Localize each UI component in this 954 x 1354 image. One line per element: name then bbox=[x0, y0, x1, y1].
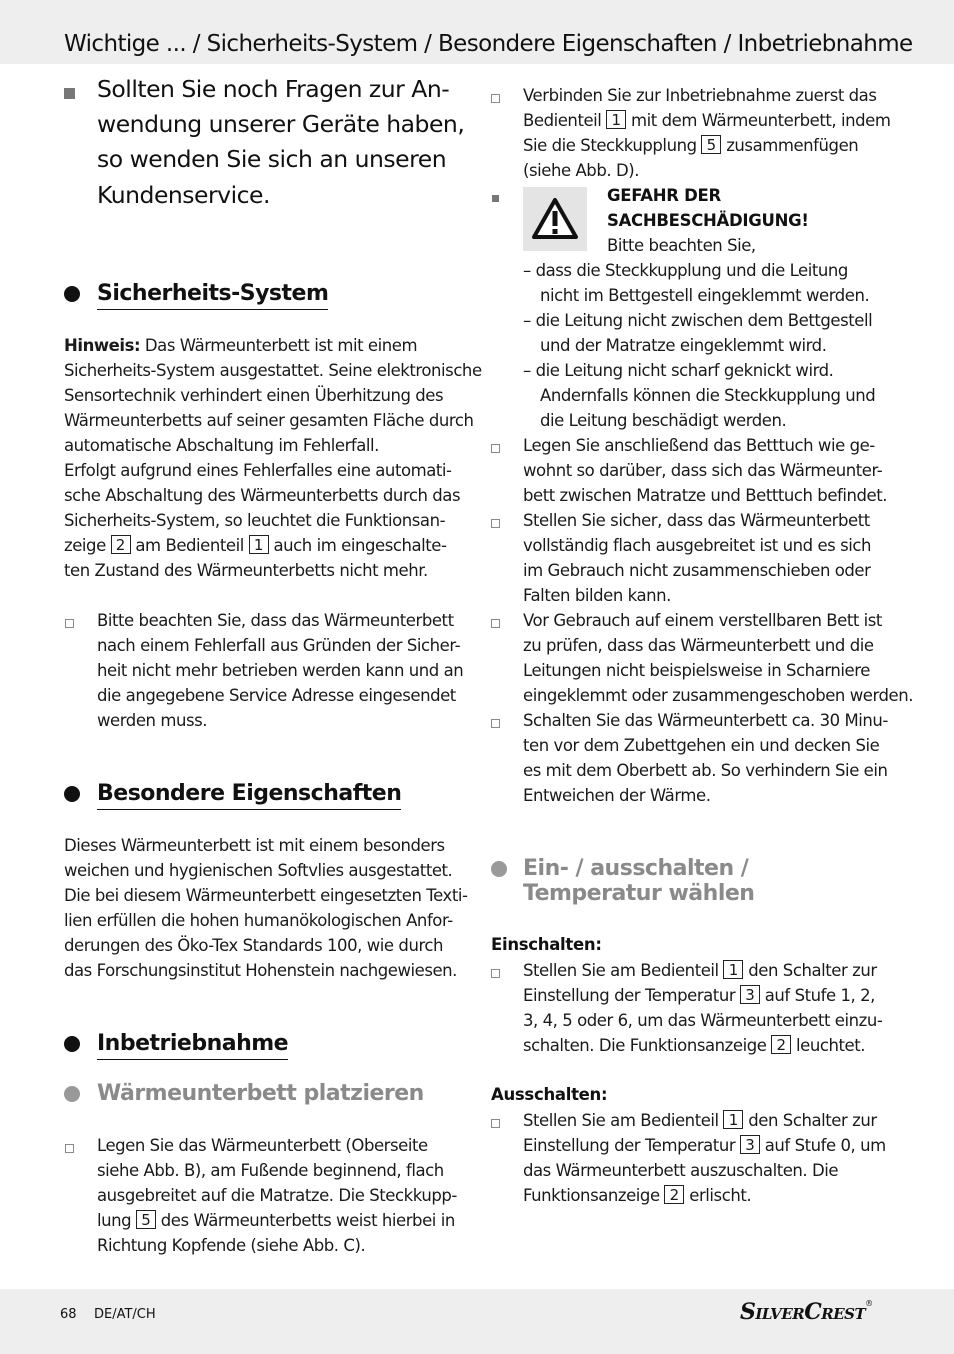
warning-title: GEFAHR DER bbox=[607, 186, 721, 205]
text: zeige bbox=[64, 536, 111, 555]
intro-line: Sollten Sie noch Fragen zur An- bbox=[97, 75, 450, 103]
part-number: 3 bbox=[740, 985, 760, 1004]
safety-text-line: sche Abschaltung des Wärmeunterbetts durch das bbox=[64, 486, 461, 505]
text: den Schalter zur bbox=[743, 1111, 877, 1130]
intro-line: Kundenservice. bbox=[97, 181, 270, 209]
warning-text-line: – die Leitung nicht zwischen dem Bettgestell bbox=[523, 311, 873, 330]
warning-text-line: Bitte beachten Sie, bbox=[607, 236, 756, 255]
bullet-text-line: Bitte beachten Sie, dass das Wärmeunterbett bbox=[97, 611, 454, 630]
bullet-text-line bbox=[523, 983, 875, 1008]
bullet-text-line: Stellen Sie sicher, dass das Wärmeunterbett bbox=[523, 511, 870, 530]
intro-line: wendung unserer Geräte haben, bbox=[97, 110, 465, 138]
text: den Schalter zur bbox=[743, 961, 877, 980]
checkbox-bullet-icon bbox=[491, 719, 500, 728]
bullet-text-line bbox=[523, 108, 891, 133]
heading-setup: Inbetriebnahme bbox=[97, 1030, 288, 1060]
features-text-line: weichen und hygienischen Softvlies ausgestattet. bbox=[64, 861, 453, 880]
logo-part: ® bbox=[865, 1299, 873, 1308]
part-number: 5 bbox=[136, 1210, 156, 1229]
part-number: 1 bbox=[723, 960, 743, 979]
part-number: 5 bbox=[701, 135, 721, 154]
heading-safety-system: Sicherheits-System bbox=[97, 280, 328, 310]
page-title: Wichtige ... / Sicherheits-System / Besondere Eigenschaften / Inbetriebnahme bbox=[64, 31, 913, 57]
part-number: 2 bbox=[111, 535, 131, 554]
warning-icon-box bbox=[523, 187, 587, 251]
part-number: 2 bbox=[771, 1035, 791, 1054]
bullet-text-line: werden muss. bbox=[97, 711, 208, 730]
features-text-line: Die bei diesem Wärmeunterbett eingesetzten Texti- bbox=[64, 886, 468, 905]
page-number: 68 bbox=[60, 1307, 77, 1322]
features-text-line: das Forschungsinstitut Hohenstein nachgewiesen. bbox=[64, 961, 457, 980]
bullet-text-line: nach einem Fehlerfall aus Gründen der Sicher- bbox=[97, 636, 461, 655]
bullet-text-line: es mit dem Oberbett ab. So verhindern Sie ein bbox=[523, 761, 888, 780]
safety-text-line: Erfolgt aufgrund eines Fehlerfalles eine automati- bbox=[64, 461, 452, 480]
warning-text-line: und der Matratze eingeklemmt wird. bbox=[540, 336, 827, 355]
subsection-dot-icon bbox=[491, 861, 507, 877]
text: Stellen Sie am Bedienteil bbox=[523, 1111, 724, 1130]
warning-text-line: die Leitung beschädigt werden. bbox=[540, 411, 787, 430]
features-text-line: lien erfüllen die hohen humanökologischen Anfor- bbox=[64, 911, 453, 930]
note-label: Hinweis: bbox=[64, 336, 141, 355]
bullet-text-line: 3, 4, 5 oder 6, um das Wärmeunterbett einzu- bbox=[523, 1011, 883, 1030]
note-text: Das Wärmeunterbett ist mit einem bbox=[140, 336, 418, 355]
brand-logo bbox=[740, 1299, 873, 1325]
warning-text-line: Andernfalls können die Steckkupplung und bbox=[540, 386, 876, 405]
bullet-text-line bbox=[97, 1208, 455, 1233]
intro-line: so wenden Sie sich an unseren bbox=[97, 145, 447, 173]
text: auch im eingeschalte- bbox=[268, 536, 447, 555]
bullet-text-line: die angegebene Service Adresse eingesendet bbox=[97, 686, 456, 705]
text: auf Stufe 1, 2, bbox=[759, 986, 875, 1005]
section-dot-icon bbox=[64, 286, 80, 302]
region-code: DE/AT/CH bbox=[94, 1307, 156, 1322]
text: schalten. Die Funktionsanzeige bbox=[523, 1036, 772, 1055]
bullet-text-line bbox=[523, 1133, 886, 1158]
bullet-text-line: eingeklemmt oder zusammengeschoben werden. bbox=[523, 686, 914, 705]
bullet-text-line: das Wärmeunterbett auszuschalten. Die bbox=[523, 1161, 839, 1180]
label-switch-off: Ausschalten: bbox=[491, 1085, 608, 1104]
subheading-placement: Wärmeunterbett platzieren bbox=[97, 1081, 424, 1106]
bullet-text-line: im Gebrauch nicht zusammenschieben oder bbox=[523, 561, 871, 580]
text: Bedienteil bbox=[523, 111, 607, 130]
bullet-text-line: Vor Gebrauch auf einem verstellbaren Bett ist bbox=[523, 611, 882, 630]
text: auf Stufe 0, um bbox=[759, 1136, 886, 1155]
subheading-onoff: Temperatur wählen bbox=[523, 881, 755, 906]
bullet-text-line bbox=[523, 133, 858, 158]
safety-text-line: ten Zustand des Wärmeunterbetts nicht mehr. bbox=[64, 561, 428, 580]
bullet-text-line bbox=[523, 1183, 751, 1208]
bullet-text-line: Leitungen nicht beispielsweise in Scharniere bbox=[523, 661, 870, 680]
checkbox-bullet-icon bbox=[491, 94, 500, 103]
bullet-text-line: Schalten Sie das Wärmeunterbett ca. 30 Minu- bbox=[523, 711, 888, 730]
text: Funktionsanzeige bbox=[523, 1186, 665, 1205]
logo-part: REST bbox=[821, 1305, 866, 1323]
subheading-onoff: Ein- / ausschalten / bbox=[523, 856, 749, 881]
checkbox-bullet-icon bbox=[491, 444, 500, 453]
bullet-square-icon bbox=[492, 195, 499, 202]
text: mit dem Wärmeunterbett, indem bbox=[626, 111, 891, 130]
section-dot-icon bbox=[64, 1036, 80, 1052]
checkbox-bullet-icon bbox=[491, 969, 500, 978]
warning-triangle-icon bbox=[531, 197, 579, 241]
text: des Wärmeunterbetts weist hierbei in bbox=[155, 1211, 455, 1230]
safety-text-line bbox=[64, 533, 447, 558]
bullet-text-line bbox=[523, 1108, 877, 1133]
checkbox-bullet-icon bbox=[491, 619, 500, 628]
checkbox-bullet-icon bbox=[65, 1144, 74, 1153]
safety-text-line: Sicherheits-System ausgestattet. Seine elektronische bbox=[64, 361, 482, 380]
warning-text-line: – dass die Steckkupplung und die Leitung bbox=[523, 261, 848, 280]
part-number: 1 bbox=[723, 1110, 743, 1129]
text: leuchtet. bbox=[791, 1036, 866, 1055]
safety-text-line: Sicherheits-System, so leuchtet die Funktionsan- bbox=[64, 511, 446, 530]
logo-part: C bbox=[804, 1299, 822, 1325]
checkbox-bullet-icon bbox=[491, 1119, 500, 1128]
bullet-text-line: wohnt so darüber, dass sich das Wärmeunter- bbox=[523, 461, 883, 480]
subsection-dot-icon bbox=[64, 1086, 80, 1102]
text: Einstellung der Temperatur bbox=[523, 1136, 740, 1155]
safety-text-line: automatische Abschaltung im Fehlerfall. bbox=[64, 436, 379, 455]
bullet-text-line: siehe Abb. B), am Fußende beginnend, flach bbox=[97, 1161, 444, 1180]
bullet-text-line: Legen Sie das Wärmeunterbett (Oberseite bbox=[97, 1136, 428, 1155]
logo-part: S bbox=[740, 1299, 756, 1325]
bullet-text-line: (siehe Abb. D). bbox=[523, 161, 639, 180]
bullet-text-line bbox=[523, 1033, 865, 1058]
text: am Bedienteil bbox=[130, 536, 249, 555]
safety-note-line bbox=[64, 333, 417, 358]
safety-text-line: Wärmeunterbetts auf seiner gesamten Fläche durch bbox=[64, 411, 474, 430]
part-number: 2 bbox=[664, 1185, 684, 1204]
text: zusammenfügen bbox=[721, 136, 859, 155]
warning-text-line: nicht im Bettgestell eingeklemmt werden. bbox=[540, 286, 870, 305]
part-number: 1 bbox=[606, 110, 626, 129]
part-number: 1 bbox=[249, 535, 269, 554]
bullet-text-line: vollständig flach ausgebreitet ist und es sich bbox=[523, 536, 872, 555]
bullet-text-line bbox=[523, 958, 877, 983]
text: erlischt. bbox=[684, 1186, 752, 1205]
warning-title: SACHBESCHÄDIGUNG! bbox=[607, 211, 809, 230]
features-text-line: derungen des Öko-Tex Standards 100, wie durch bbox=[64, 936, 444, 955]
text: lung bbox=[97, 1211, 136, 1230]
bullet-text-line: Legen Sie anschließend das Betttuch wie ge- bbox=[523, 436, 875, 455]
part-number: 3 bbox=[740, 1135, 760, 1154]
bullet-text-line: Verbinden Sie zur Inbetriebnahme zuerst das bbox=[523, 86, 877, 105]
bullet-text-line: heit nicht mehr betrieben werden kann und an bbox=[97, 661, 464, 680]
section-dot-icon bbox=[64, 786, 80, 802]
warning-text-line: – die Leitung nicht scharf geknickt wird. bbox=[523, 361, 834, 380]
checkbox-bullet-icon bbox=[491, 519, 500, 528]
bullet-text-line: zu prüfen, dass das Wärmeunterbett und die bbox=[523, 636, 874, 655]
features-text-line: Dieses Wärmeunterbett ist mit einem besonders bbox=[64, 836, 445, 855]
bullet-text-line: Falten bilden kann. bbox=[523, 586, 671, 605]
text: Sie die Steckkupplung bbox=[523, 136, 702, 155]
bullet-square-icon bbox=[64, 88, 75, 99]
logo-part: ILVER bbox=[755, 1305, 805, 1323]
text: Stellen Sie am Bedienteil bbox=[523, 961, 724, 980]
safety-text-line: Sensortechnik verhindert einen Überhitzung des bbox=[64, 386, 444, 405]
heading-features: Besondere Eigenschaften bbox=[97, 780, 401, 810]
bullet-text-line: ten vor dem Zubettgehen ein und decken Sie bbox=[523, 736, 880, 755]
bullet-text-line: Richtung Kopfende (siehe Abb. C). bbox=[97, 1236, 366, 1255]
checkbox-bullet-icon bbox=[65, 619, 74, 628]
bullet-text-line: ausgebreitet auf die Matratze. Die Steckkupp- bbox=[97, 1186, 457, 1205]
text: Einstellung der Temperatur bbox=[523, 986, 740, 1005]
label-switch-on: Einschalten: bbox=[491, 935, 602, 954]
bullet-text-line: Entweichen der Wärme. bbox=[523, 786, 711, 805]
bullet-text-line: bett zwischen Matratze und Betttuch befindet. bbox=[523, 486, 888, 505]
